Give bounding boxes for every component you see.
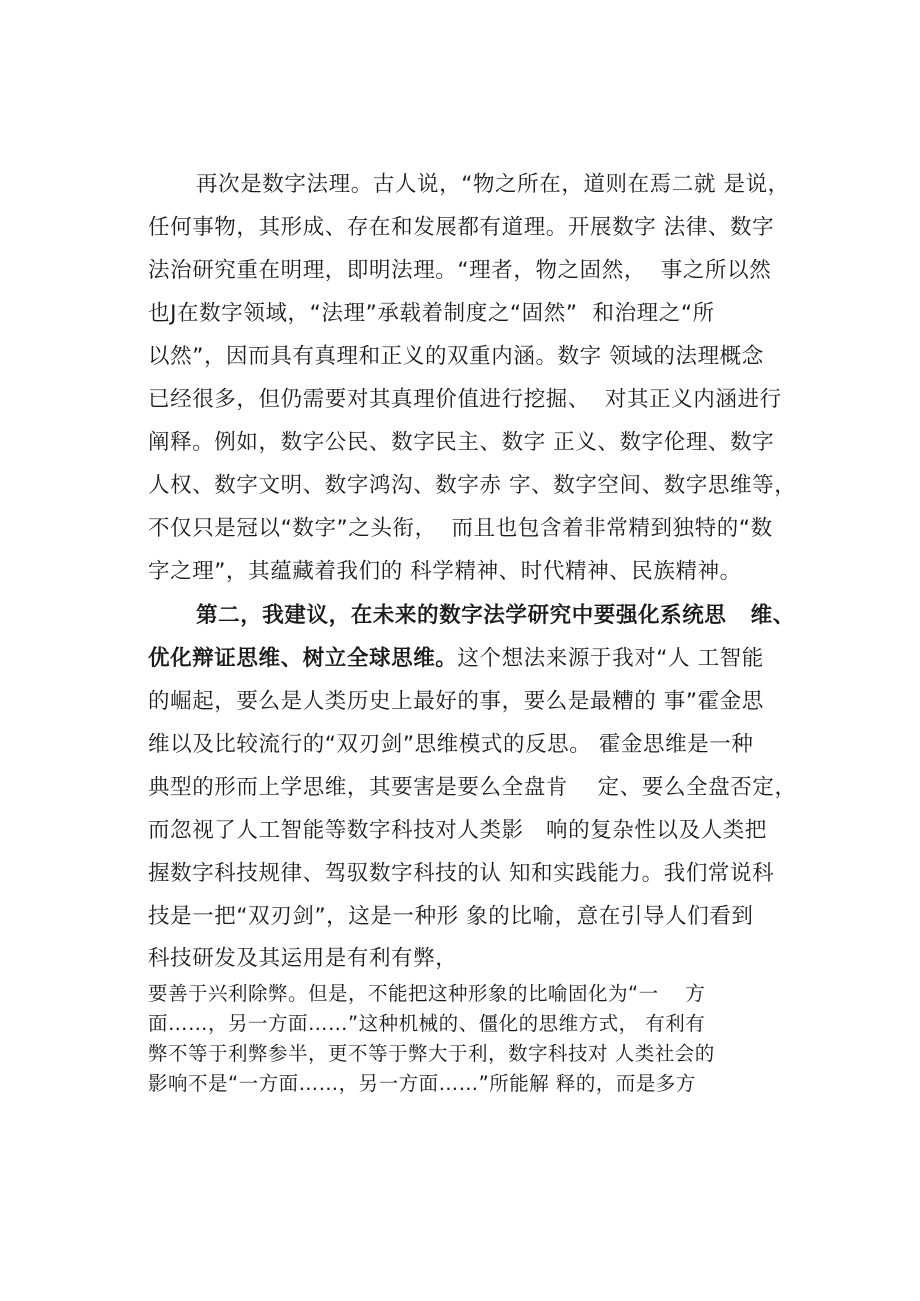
paragraph-3-line: 弊不等于利弊参半，更不等于弊大于利，数字科技对 人类社会的 — [148, 1042, 715, 1065]
paragraph-2-line — [148, 645, 764, 673]
paragraph-1-line: 法治研究重在明理，即明法理。“理者，物之固然， 事之所以然 — [148, 258, 772, 283]
paragraph-1-line: 以然”，因而具有真理和正义的双重内涵。数字 领域的法理概念 — [148, 344, 764, 369]
paragraph-2-line: 技是一把“双刃剑”，这是一种形 象的比喻，意在引导人们看到 — [148, 904, 754, 929]
paragraph-1-line: 不仅只是冠以“数字”之头衔， 而且也包含着非常精到独特的“数 — [148, 516, 773, 541]
paragraph-1-line: 字之理”，其蕴藏着我们的 科学精神、时代精神、民族精神。 — [148, 559, 742, 584]
paragraph-2-bold-line: 第二，我建议，在未来的数字法学研究中要强化系统思 维、 — [196, 603, 795, 628]
paragraph-1-line: 已经很多，但仍需要对其真理价值进行挖掘、 对其正义内涵进行 — [148, 387, 782, 412]
paragraph-3-line: 面……，另一方面……”这种机械的、僵化的思维方式， 有利有 — [148, 1012, 706, 1035]
paragraph-2-line-rest: 这个想法来源于我对“人 工智能 — [457, 646, 764, 671]
paragraph-2-line: 的崛起，要么是人类历史上最好的事，要么是最糟的 事”霍金思 — [148, 689, 764, 714]
paragraph-2-line: 而忽视了人工智能等数字科技对人类影 响的复杂性以及人类把 — [148, 818, 768, 843]
paragraph-2-bold-lead: 优化辩证思维、树立全球思维。 — [148, 646, 458, 671]
paragraph-3-line: 影响不是“一方面……，另一方面……”所能解 释的，而是多方 — [148, 1072, 696, 1095]
paragraph-1-line: 也J在数字领域，“法理”承载着制度之“固然” 和治理之“所 — [148, 301, 715, 326]
paragraph-1-line: 人权、数字文明、数字鸿沟、数字赤 字、数字空间、数字思维等， — [148, 473, 797, 498]
paragraph-1-line: 阐释。例如，数字公民、数字民主、数字 正义、数字伦理、数字 — [148, 430, 775, 455]
paragraph-2-line: 典型的形而上学思维，其要害是要么全盘肯 定、要么全盘否定， — [148, 775, 797, 800]
paragraph-2-line: 维以及比较流行的“双刃剑”思维模式的反思。 霍金思维是一种 — [148, 732, 754, 757]
paragraph-1-line: 任何事物，其形成、存在和发展都有道理。开展数字 法律、数字 — [148, 215, 775, 240]
paragraph-2-line: 科技研发及其运用是有利有弊， — [148, 946, 458, 971]
paragraph-3-line: 要善于兴利除弊。但是，不能把这种形象的比喻固化为“一 方 — [148, 982, 706, 1005]
paragraph-2-line: 握数字科技规律、驾驭数字科技的认 知和实践能力。我们常说科 — [148, 861, 775, 886]
paragraph-1-line: 再次是数字法理。古人说，“物之所在，道则在焉二就 是说， — [196, 172, 790, 197]
